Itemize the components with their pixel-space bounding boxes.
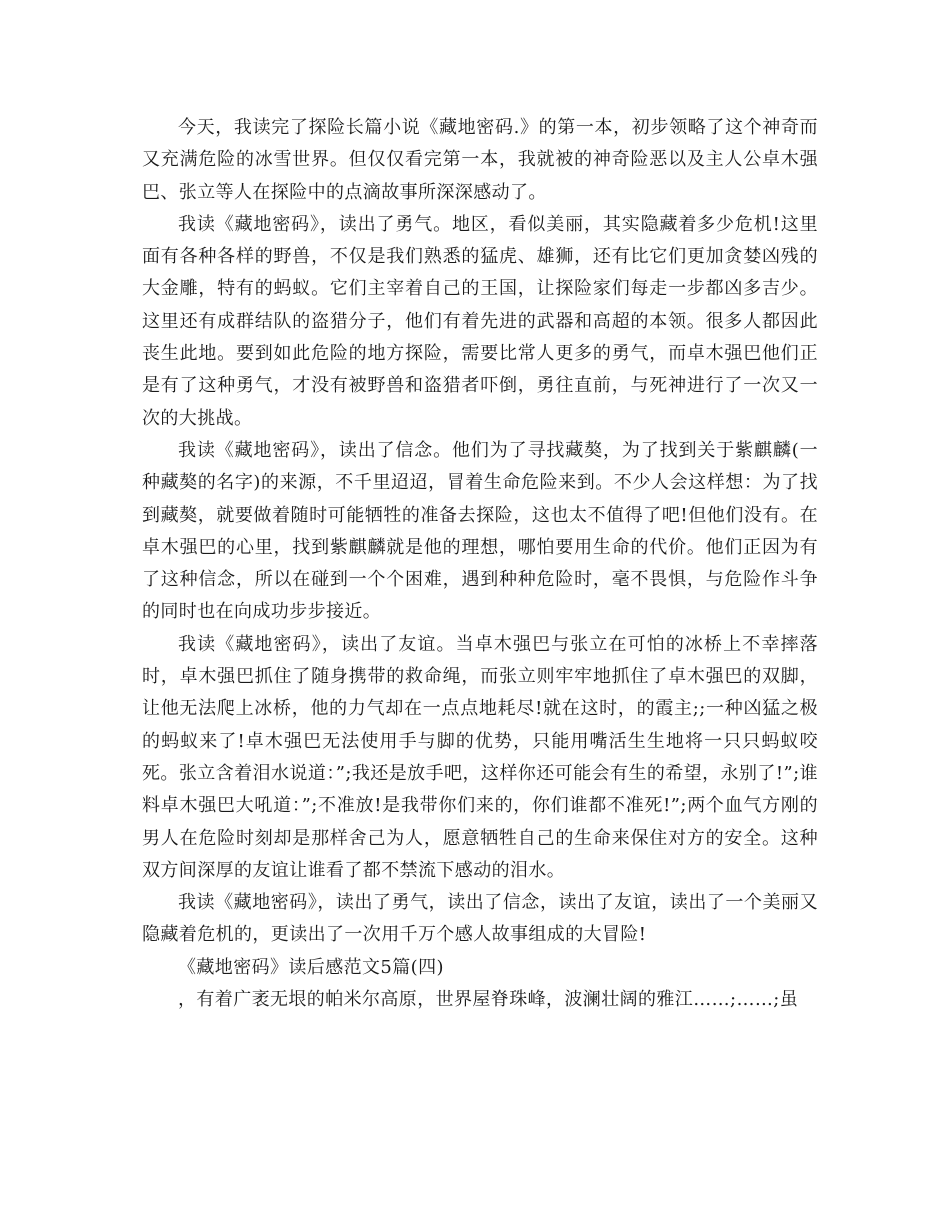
- document-body: [142, 112, 818, 1016]
- paragraph-belief: 我读《藏地密码》，读出了信念。他们为了寻找藏獒，为了找到关于紫麒麟(一种藏獒的名字)的来源，不千里迢迢，冒着生命危险来到。不少人会这样想：为了找到藏獒，就要做着随时可能牺牲的准备去探险，这也太不值得了吧!但他们没有。在卓木强巴的心里，找到紫麒麟就是他的理想，哪怕要用生命的代价。他们正因为有了这种信念，所以在碰到一个个困难，遇到种种危险时，毫不畏惧，与危险作斗争的同时也在向成功步步接近。: [142, 439, 818, 623]
- paragraph-friendship: 我读《藏地密码》，读出了友谊。当卓木强巴与张立在可怕的冰桥上不幸摔落时，卓木强巴抓住了随身携带的救命绳，而张立则牢牢地抓住了卓木强巴的双脚，让他无法爬上冰桥，他的力气却在一点点地耗尽!就在这时，的霞主;;一种凶猛之极的蚂蚁来了!卓木强巴无法使用手与脚的优势，只能用嘴活生生地将一只只蚂蚁咬死。张立含着泪水说道：”;我还是放手吧，这样你还可能会有生的希望，永别了!”;谁料卓木强巴大吼道：”;不准放!是我带你们来的，你们谁都不准死!”;两个血气方刚的男人在危险时刻却是那样舍己为人，愿意牺牲自己的生命来保住对方的安全。这种双方间深厚的友谊让谁看了都不禁流下感动的泪水。: [142, 633, 818, 881]
- paragraph-conclusion: 我读《藏地密码》，读出了勇气，读出了信念，读出了友谊，读出了一个美丽又隐藏着危机的，更读出了一次用千万个感人故事组成的大冒险!: [142, 892, 818, 946]
- section-heading: 《藏地密码》读后感范文5篇(四): [178, 956, 444, 978]
- paragraph-intro: 今天，我读完了探险长篇小说《藏地密码.》的第一本，初步领略了这个神奇而又充满危险的冰雪世界。但仅仅看完第一本，我就被的神奇险恶以及主人公卓木强巴、张立等人在探险中的点滴故事所深深感动了。: [142, 117, 818, 203]
- paragraph-next-start: ，有着广袤无垠的帕米尔高原，世界屋脊珠峰，波澜壮阔的雅江……;……;虽: [178, 989, 799, 1011]
- paragraph-courage: 我读《藏地密码》，读出了勇气。地区，看似美丽，其实隐藏着多少危机!这里面有各种各样的野兽，不仅是我们熟悉的猛虎、雄狮，还有比它们更加贪婪凶残的大金雕，特有的蚂蚁。它们主宰着自己的王国，让探险家们每走一步都凶多吉少。这里还有成群结队的盗猎分子，他们有着先进的武器和高超的本领。很多人都因此丧生此地。要到如此危险的地方探险，需要比常人更多的勇气，而卓木强巴他们正是有了这种勇气，才没有被野兽和盗猎者吓倒，勇往直前，与死神进行了一次又一次的大挑战。: [142, 213, 818, 429]
